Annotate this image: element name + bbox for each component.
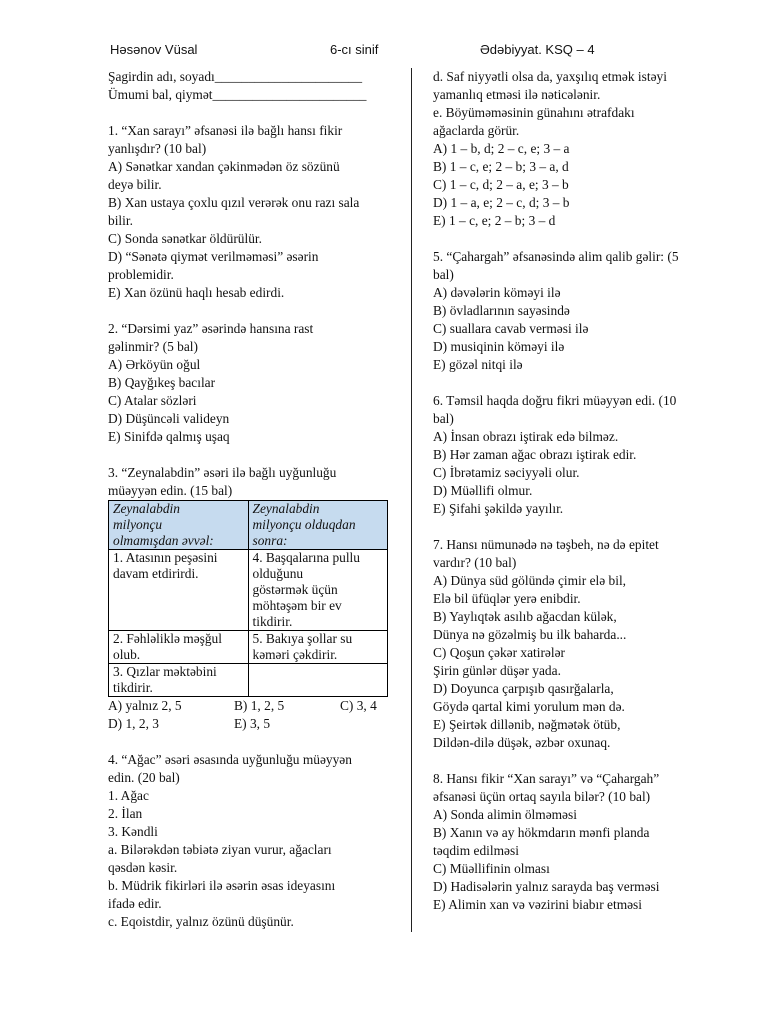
list-item: 2. İlan [108, 806, 143, 821]
option-b[interactable]: B) 1 – c, e; 2 – b; 3 – a, d [433, 159, 569, 174]
option-b-cont: bilir. [108, 213, 133, 228]
option-c[interactable]: C) Sonda sənətkar öldürülür. [108, 231, 262, 246]
question-text: əfsanəsi üçün ortaq sayıla bilər? (10 bal) [433, 789, 651, 804]
question-text: 8. Hansı fikir “Xan sarayı” və “Çahargah” [433, 771, 660, 786]
option-e[interactable]: E) gözəl nitqi ilə [433, 357, 523, 372]
answer-row [108, 697, 400, 715]
option-b-cont: Dünya nə gözəlmiş bu ilk baharda... [433, 627, 627, 642]
option-c[interactable]: C) Atalar sözləri [108, 393, 197, 408]
question-7 [433, 536, 733, 752]
table-row [109, 631, 388, 664]
option-a-cont: Elə bil üfüqlər yerə enibdir. [433, 591, 581, 606]
question-text: 7. Hansı nümunədə nə təşbeh, nə də epitet [433, 537, 659, 552]
option-d-cont: Göydə qartal kimi yorulum mən də. [433, 699, 625, 714]
option-d[interactable]: D) 1, 2, 3 [108, 716, 159, 731]
list-item: 1. Ağac [108, 788, 149, 803]
question-text: vardır? (10 bal) [433, 555, 517, 570]
description-d-cont: yamanlıq etməsi ilə nəticələnir. [433, 87, 601, 102]
table-cell: 3. Qızlar məktəbini tikdirir. [109, 664, 249, 697]
option-a[interactable]: A) Dünya süd gölündə çimir elə bil, [433, 573, 627, 588]
option-a[interactable]: A) İnsan obrazı iştirak edə bilməz. [433, 429, 619, 444]
question-text: bal) [433, 267, 454, 282]
option-b-cont: təqdim edilməsi [433, 843, 519, 858]
page-header [110, 42, 728, 60]
option-c[interactable]: C) 1 – c, d; 2 – a, e; 3 – b [433, 177, 569, 192]
student-name-field[interactable]: Şagirdin adı, soyadı______________________ [108, 69, 363, 84]
description-e-cont: ağaclarda görür. [433, 123, 520, 138]
description-a-cont: qəsdən kəsir. [108, 860, 178, 875]
description-d: d. Saf niyyətli olsa da, yaxşılıq etmək istəyi [433, 69, 667, 84]
subject-label: Ədəbiyyat. KSQ – 4 [480, 42, 595, 57]
description-a: a. Bilərəkdən təbiətə ziyan vurur, ağacları [108, 842, 332, 857]
option-d[interactable]: D) musiqinin köməyi ilə [433, 339, 565, 354]
option-e[interactable]: E) Alimin xan və vəzirini biabır etməsi [433, 897, 642, 912]
option-d[interactable]: D) “Sənətə qiymət verilməməsi” əsərin [108, 249, 319, 264]
option-a[interactable]: A) Sonda alimin ölməməsi [433, 807, 577, 822]
student-score-field[interactable]: Ümumi bal, qiymət_______________________ [108, 87, 367, 102]
question-text: 2. “Dərsimi yaz” əsərində hansına rast [108, 321, 314, 336]
option-a[interactable]: A) Ərköyün oğul [108, 357, 201, 372]
question-text: 1. “Xan sarayı” əfsanəsi ilə bağlı hansı fikir [108, 123, 343, 138]
author-name: Həsənov Vüsal [110, 42, 198, 57]
table-cell: 4. Başqalarına pullu olduğunu göstərmək üçün möhtəşəm bir ev tikdirir. [248, 550, 388, 631]
option-e[interactable]: E) 1 – c, e; 2 – b; 3 – d [433, 213, 556, 228]
question-text: 6. Təmsil haqda doğru fikri müəyyən edi. (10 [433, 393, 677, 408]
question-text: yanlışdır? (10 bal) [108, 141, 207, 156]
question-text: müəyyən edin. (15 bal) [108, 483, 233, 498]
option-e[interactable]: E) Şeirtək dillənib, nəğmətək ötüb, [433, 717, 621, 732]
description-e: e. Böyüməməsinin günahını ətrafdakı [433, 105, 635, 120]
right-column [433, 68, 733, 914]
question-8 [433, 770, 733, 914]
option-a[interactable]: A) yalnız 2, 5 [108, 698, 182, 713]
table-cell-empty [248, 664, 388, 697]
question-4 [108, 751, 400, 931]
question-3 [108, 464, 400, 733]
option-a[interactable]: A) dəvələrin köməyi ilə [433, 285, 561, 300]
option-c[interactable]: C) Müəllifinin olması [433, 861, 550, 876]
question-6 [433, 392, 733, 518]
option-e[interactable]: E) Xan özünü haqlı hesab edirdi. [108, 285, 285, 300]
question-text: 3. “Zeynalabdin” əsəri ilə bağlı uyğunluğu [108, 465, 337, 480]
option-a[interactable]: A) 1 – b, d; 2 – c, e; 3 – a [433, 141, 570, 156]
table-cell: 1. Atasının peşəsini davam etdirirdi. [109, 550, 249, 631]
option-b[interactable]: B) Hər zaman ağac obrazı iştirak edir. [433, 447, 637, 462]
option-b[interactable]: B) Yaylıqtək asılıb ağacdan külək, [433, 609, 617, 624]
description-b-cont: ifadə edir. [108, 896, 162, 911]
option-a[interactable]: A) Sənətkar xandan çəkinmədən öz sözünü [108, 159, 340, 174]
option-c[interactable]: C) Qoşun çəkər xatirələr [433, 645, 565, 660]
answer-row [108, 715, 400, 733]
option-c[interactable]: C) suallara cavab verməsi ilə [433, 321, 589, 336]
option-e[interactable]: E) 3, 5 [234, 716, 271, 731]
option-b[interactable]: B) Xan ustaya çoxlu qızıl verərək onu razı sala [108, 195, 360, 210]
option-e[interactable]: E) Şifahi şəkildə yayılır. [433, 501, 564, 516]
table-cell: 2. Fəhləliklə məşğul olub. [109, 631, 249, 664]
list-item: 3. Kəndli [108, 824, 158, 839]
option-b[interactable]: B) Xanın və ay hökmdarın mənfi planda [433, 825, 650, 840]
left-column [108, 68, 400, 931]
option-c-cont: Şirin günlər düşər yada. [433, 663, 561, 678]
question-text: 4. “Ağac” əsəri əsasında uyğunluğu müəyyən [108, 752, 352, 767]
option-d-cont: problemidir. [108, 267, 174, 282]
question-5 [433, 248, 733, 374]
option-a-cont: deyə bilir. [108, 177, 162, 192]
class-label: 6-cı sinif [330, 42, 379, 57]
question-text: edin. (20 bal) [108, 770, 180, 785]
question-4-continued [433, 68, 733, 230]
description-c: c. Eqoistdir, yalnız özünü düşünür. [108, 914, 294, 929]
question-text: gəlinmir? (5 bal) [108, 339, 198, 354]
option-b[interactable]: B) 1, 2, 5 [234, 698, 285, 713]
question-text: bal) [433, 411, 454, 426]
table-cell: 5. Bakıya şollar su kəməri çəkdirir. [248, 631, 388, 664]
description-b: b. Müdrik fikirləri ilə əsərin əsas ideyasını [108, 878, 336, 893]
option-d[interactable]: D) Müəllifi olmur. [433, 483, 533, 498]
option-d[interactable]: D) Düşüncəli valideyn [108, 411, 230, 426]
table-header-row [109, 501, 388, 550]
option-b[interactable]: B) Qayğıkeş bacılar [108, 375, 216, 390]
table-header-cell: Zeynalabdin milyonçu olmamışdan əvvəl: [109, 501, 249, 550]
option-d[interactable]: D) Doyunca çarpışıb qasırğalarla, [433, 681, 614, 696]
column-divider [411, 68, 412, 932]
option-d[interactable]: D) 1 – a, e; 2 – c, d; 3 – b [433, 195, 570, 210]
table-header-cell: Zeynalabdin milyonçu olduqdan sonra: [248, 501, 388, 550]
option-c[interactable]: C) İbrətamiz səciyyəli olur. [433, 465, 580, 480]
question-2 [108, 320, 400, 446]
matching-table [108, 500, 388, 697]
option-b[interactable]: B) övladlarının sayəsində [433, 303, 570, 318]
option-e[interactable]: E) Sinifdə qalmış uşaq [108, 429, 230, 444]
table-row [109, 664, 388, 697]
option-e-cont: Dildən-dilə düşək, əzbər oxunaq. [433, 735, 611, 750]
option-d[interactable]: D) Hadisələrin yalnız sarayda baş verməsi [433, 879, 660, 894]
question-1 [108, 122, 400, 302]
question-text: 5. “Çahargah” əfsanəsində alim qalib gəlir: (5 [433, 249, 679, 264]
option-c[interactable]: C) 3, 4 [340, 698, 377, 713]
table-row [109, 550, 388, 631]
